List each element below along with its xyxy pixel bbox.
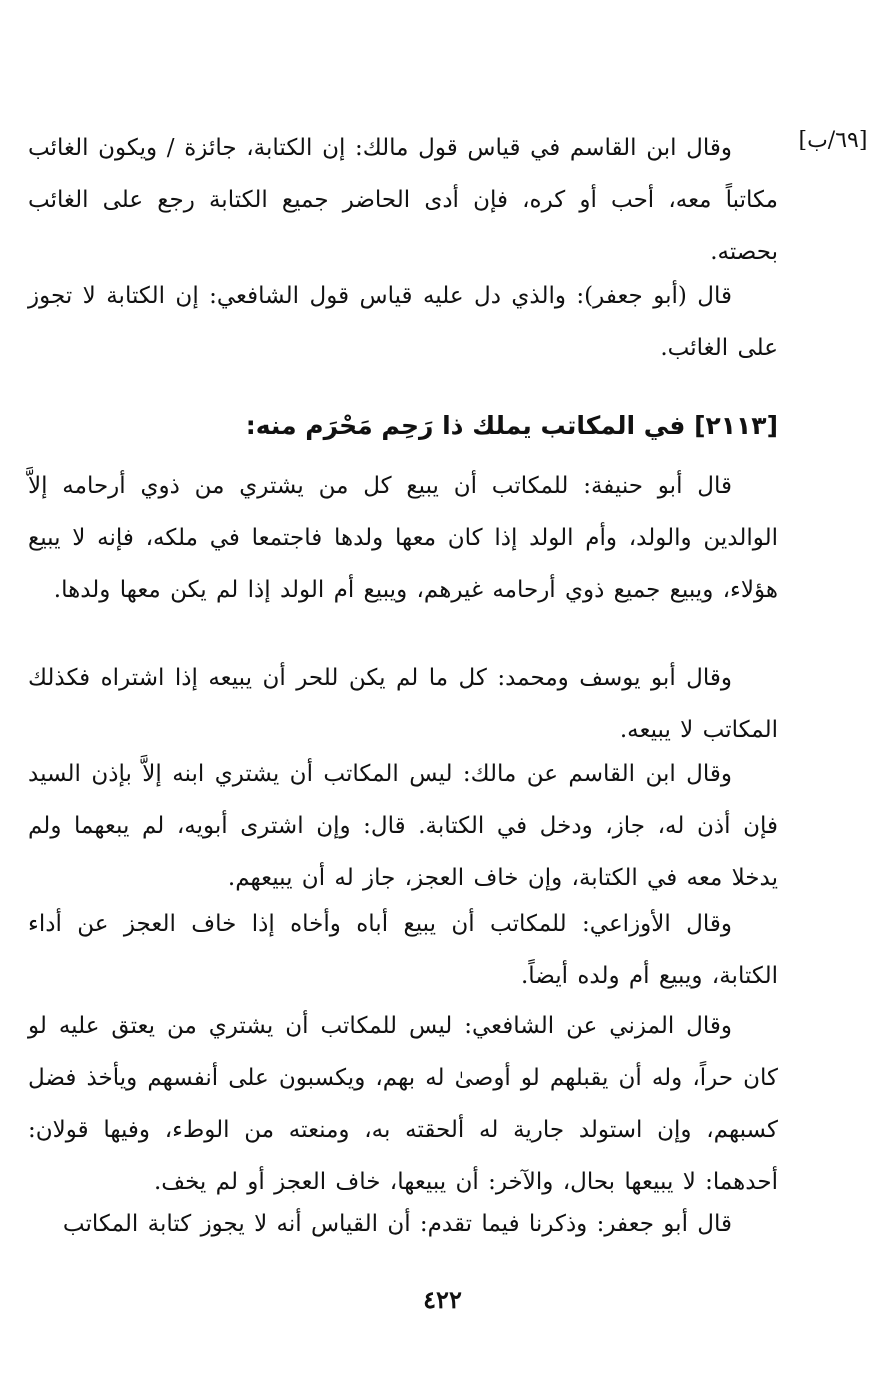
paragraph-ibn-qasim-absent: وقال ابن القاسم في قياس قول مالك: إن الكتابة، جائزة / ويكون الغائب مكاتباً معه، أحب أو كره، فإن أدى الحاضر جميع الكتابة رجع على الغائب بحصته.	[28, 135, 778, 265]
paragraph-awzai: وقال الأوزاعي: للمكاتب أن يبيع أباه وأخاه إذا خاف العجز عن أداء الكتابة، ويبيع أم ولده أيضاً.	[28, 911, 778, 989]
paragraph-abu-jafar-qiyas: قال أبو جعفر: وذكرنا فيما تقدم: أن القياس أنه لا يجوز كتابة المكاتب	[62, 1211, 732, 1237]
paragraph-muzani-shafii: وقال المزني عن الشافعي: ليس للمكاتب أن يشتري من يعتق عليه لو كان حراً، وله أن يقبلهم لو أوصىٰ له بهم، ويكسبون على أنفسهم ويأخذ فضل كسبهم، وإن استولد جارية له ألحقته به، ومنعته من الوطء، وفيها قولان: أحدهما: لا يبيعها بحال، والآخر: أن يبيعها، خاف العجز أو لم يخف.	[28, 1013, 778, 1195]
text-column	[28, 0, 778, 1380]
paragraph-abu-hanifa: قال أبو حنيفة: للمكاتب أن يبيع كل من يشتري من ذوي أرحامه إلاَّ الوالدين والولد، وأم الولد إذا كان معها ولدها فاجتمعا في ملكه، فإنه لا يبيع هؤلاء، ويبيع جميع ذوي أرحامه غيرهم، ويبيع أم الولد إذا لم يكن معها ولدها.	[28, 473, 778, 603]
paragraph-ibn-qasim-malik: وقال ابن القاسم عن مالك: ليس المكاتب أن يشتري ابنه إلاَّ بإذن السيد فإن أذن له، جاز، ودخل في الكتابة. قال: وإن اشترى أبويه، لم يبعهما ولم يدخلا معه في الكتابة، وإن خاف العجز، جاز له أن يبيعهم.	[28, 761, 778, 891]
margin-folio-reference: [٦٩/ب]	[798, 128, 868, 153]
paragraph-abu-jafar-absent: قال (أبو جعفر): والذي دل عليه قياس قول الشافعي: إن الكتابة لا تجوز على الغائب.	[28, 283, 778, 361]
page-number: ٤٢٢	[423, 1285, 462, 1314]
section-heading: [٢١١٣] في المكاتب يملك ذا رَحِم مَحْرَم منه:	[245, 411, 778, 440]
paragraph-abu-yusuf-muhammad: وقال أبو يوسف ومحمد: كل ما لم يكن للحر أن يبيعه إذا اشتراه فكذلك المكاتب لا يبيعه.	[28, 665, 778, 743]
